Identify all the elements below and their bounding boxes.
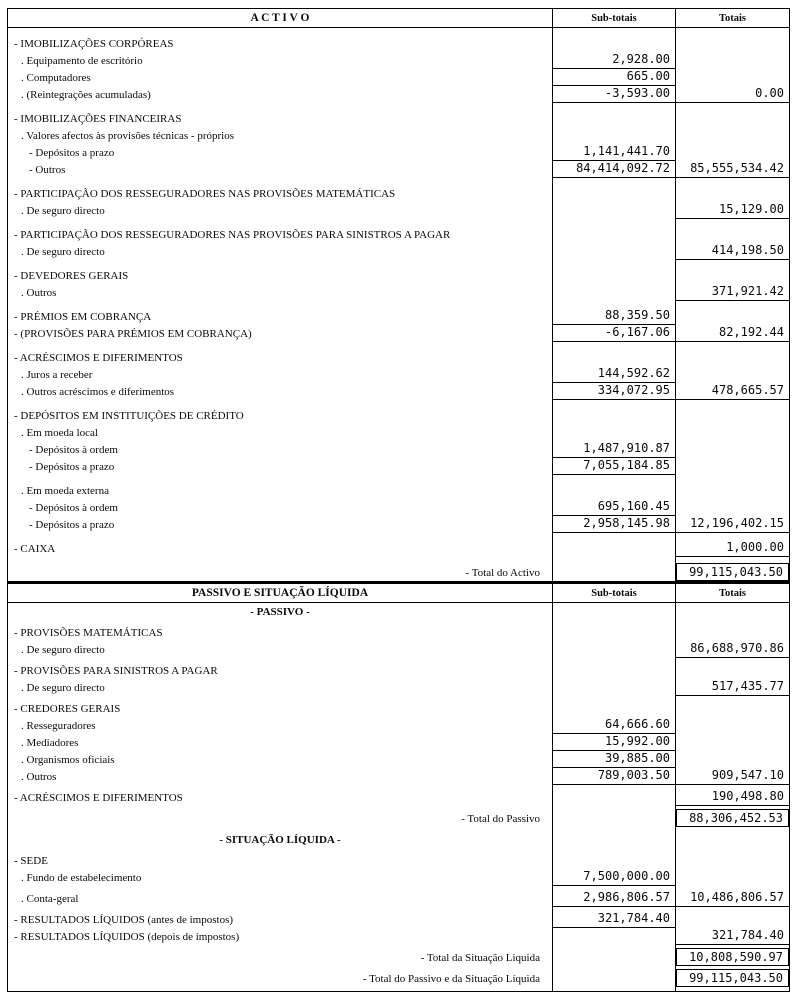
table-row xyxy=(8,734,789,751)
table-row xyxy=(8,768,789,785)
total-value xyxy=(675,52,789,69)
table-row xyxy=(8,86,789,103)
row-label: - Total da Situação Liquida xyxy=(420,952,540,964)
subtotals-column-header: Sub-totais xyxy=(552,584,675,602)
subtotal-value xyxy=(552,533,675,557)
row-label: . Conta-geral xyxy=(21,893,79,905)
subtotal-value: 84,414,092.72 xyxy=(552,161,675,178)
section-header xyxy=(8,9,789,28)
table-row xyxy=(8,103,789,127)
totals-column-header: Totais xyxy=(675,9,789,27)
total-value xyxy=(675,28,789,52)
row-label: . De seguro directo xyxy=(21,246,105,258)
table-row xyxy=(8,424,789,441)
table-row xyxy=(8,658,789,679)
total-value: 86,688,970.86 xyxy=(675,641,789,658)
row-label: - Total do Activo xyxy=(465,567,540,579)
row-label: . De seguro directo xyxy=(21,644,105,656)
total-value: 517,435.77 xyxy=(675,679,789,696)
table-row xyxy=(8,886,789,907)
row-label: - Total do Passivo xyxy=(461,813,540,825)
row-label: - Depósitos a prazo xyxy=(29,519,115,531)
row-label: - CREDORES GERAIS xyxy=(14,703,121,715)
table-row xyxy=(8,827,789,848)
table-row xyxy=(8,785,789,806)
total-value xyxy=(675,366,789,383)
subtotal-value: 789,003.50 xyxy=(552,768,675,785)
subtotals-column-header: Sub-totais xyxy=(552,9,675,27)
table-row xyxy=(8,325,789,342)
subtotal-value xyxy=(552,243,675,260)
table-row xyxy=(8,533,789,557)
row-label: - DEPÓSITOS EM INSTITUIÇÕES DE CRÉDITO xyxy=(14,410,244,422)
total-cell xyxy=(675,945,789,966)
table-row xyxy=(8,928,789,945)
subtotal-value: -6,167.06 xyxy=(552,325,675,342)
totals-column-header: Totais xyxy=(675,584,789,602)
subtotal-value: 144,592.62 xyxy=(552,366,675,383)
table-row xyxy=(8,869,789,886)
table-filler xyxy=(8,987,789,991)
total-value xyxy=(675,848,789,869)
subtotal-value: 2,986,806.57 xyxy=(552,886,675,907)
section-activo xyxy=(8,9,789,581)
row-label: - Depósitos à ordem xyxy=(29,502,118,514)
table-row xyxy=(8,458,789,475)
table-row xyxy=(8,202,789,219)
total-value xyxy=(675,827,789,848)
section-passivo xyxy=(8,581,789,987)
subtotal-value: 2,928.00 xyxy=(552,52,675,69)
table-row xyxy=(8,161,789,178)
filler-totals-cell xyxy=(675,987,789,991)
total-cell xyxy=(675,966,789,987)
subtotal-value xyxy=(552,400,675,424)
row-label: - Outros xyxy=(29,164,66,176)
subtotal-value xyxy=(552,696,675,717)
row-label: . Em moeda local xyxy=(21,427,98,439)
boxed-total-value: 10,808,590.97 xyxy=(676,948,789,966)
total-value xyxy=(675,499,789,516)
table-row xyxy=(8,127,789,144)
subtotal-value: 695,160.45 xyxy=(552,499,675,516)
total-value: 85,555,534.42 xyxy=(675,161,789,178)
row-label: - PASSIVO - xyxy=(250,606,310,618)
total-value xyxy=(675,69,789,86)
subtotal-value xyxy=(552,260,675,284)
section-title: PASSIVO E SITUAÇÃO LÍQUIDA xyxy=(191,587,369,599)
table-row xyxy=(8,178,789,202)
table-row xyxy=(8,907,789,928)
subtotal-value xyxy=(552,806,675,827)
subtotal-value xyxy=(552,603,675,620)
filler-desc-cell xyxy=(8,987,552,991)
table-row xyxy=(8,144,789,161)
subtotal-value xyxy=(552,945,675,966)
subtotal-value: 64,666.60 xyxy=(552,717,675,734)
total-value xyxy=(675,658,789,679)
subtotal-value xyxy=(552,475,675,499)
row-label: - Total do Passivo e da Situação Líquida xyxy=(362,973,540,985)
table-row xyxy=(8,696,789,717)
total-value: 414,198.50 xyxy=(675,243,789,260)
subtotal-value xyxy=(552,284,675,301)
subtotal-value: 1,487,910.87 xyxy=(552,441,675,458)
table-row xyxy=(8,28,789,52)
total-value: 15,129.00 xyxy=(675,202,789,219)
total-value xyxy=(675,458,789,475)
subtotal-value xyxy=(552,620,675,641)
table-row xyxy=(8,620,789,641)
row-label: . Equipamento de escritório xyxy=(21,55,143,67)
row-label: - RESULTADOS LÍQUIDOS (depois de impostos) xyxy=(14,931,240,943)
subtotal-value xyxy=(552,219,675,243)
total-value xyxy=(675,717,789,734)
subtotal-value xyxy=(552,557,675,581)
subtotal-value: 334,072.95 xyxy=(552,383,675,400)
subtotal-value xyxy=(552,848,675,869)
total-value: 190,498.80 xyxy=(675,785,789,806)
row-label: - PARTICIPAÇÃO DOS RESSEGURADORES NAS PROVISÕES MATEMÁTICAS xyxy=(14,188,396,200)
table-row xyxy=(8,751,789,768)
subtotal-value: 7,500,000.00 xyxy=(552,869,675,886)
total-value xyxy=(675,103,789,127)
total-value xyxy=(675,219,789,243)
total-value: 10,486,806.57 xyxy=(675,886,789,907)
table-row xyxy=(8,641,789,658)
subtotal-value xyxy=(552,966,675,987)
table-row xyxy=(8,219,789,243)
row-label: . Em moeda externa xyxy=(21,485,109,497)
row-label: - Depósitos a prazo xyxy=(29,461,115,473)
table-row xyxy=(8,679,789,696)
row-label: - ACRÉSCIMOS E DIFERIMENTOS xyxy=(14,792,183,804)
table-row xyxy=(8,441,789,458)
row-label: - ACRÉSCIMOS E DIFERIMENTOS xyxy=(14,352,183,364)
subtotal-value xyxy=(552,679,675,696)
row-label: . Fundo de estabelecimento xyxy=(21,872,142,884)
row-label: . Valores afectos às provisões técnicas - próprios xyxy=(21,130,235,142)
row-label: . Resseguradores xyxy=(21,720,96,732)
total-value xyxy=(675,907,789,928)
table-row xyxy=(8,301,789,325)
table-row xyxy=(8,516,789,533)
balance-sheet xyxy=(7,8,790,992)
subtotal-value: 665.00 xyxy=(552,69,675,86)
subtotal-value xyxy=(552,785,675,806)
row-label: - IMOBILIZAÇÕES CORPÓREAS xyxy=(14,38,174,50)
filler-subtotals-cell xyxy=(552,987,675,991)
row-label: . Organismos oficiais xyxy=(21,754,115,766)
total-value: 478,665.57 xyxy=(675,383,789,400)
total-value: 12,196,402.15 xyxy=(675,516,789,533)
section-header xyxy=(8,584,789,603)
row-label: . Outros acréscimos e diferimentos xyxy=(21,386,175,398)
row-label: . Computadores xyxy=(21,72,91,84)
row-label: . Juros a receber xyxy=(21,369,93,381)
total-value xyxy=(675,260,789,284)
table-row xyxy=(8,499,789,516)
table-row xyxy=(8,603,789,620)
row-label: - DEVEDORES GERAIS xyxy=(14,270,129,282)
row-label: - IMOBILIZAÇÕES FINANCEIRAS xyxy=(14,113,182,125)
subtotal-value: 88,359.50 xyxy=(552,301,675,325)
total-value xyxy=(675,178,789,202)
row-label: - PARTICIPAÇÃO DOS RESSEGURADORES NAS PROVISÕES PARA SINISTROS A PAGAR xyxy=(14,229,451,241)
subtotal-value xyxy=(552,127,675,144)
table-row xyxy=(8,717,789,734)
subtotal-value xyxy=(552,178,675,202)
subtotal-value xyxy=(552,827,675,848)
table-row xyxy=(8,557,789,581)
total-value xyxy=(675,424,789,441)
row-label: - CAIXA xyxy=(14,543,56,555)
subtotal-value: -3,593.00 xyxy=(552,86,675,103)
table-row xyxy=(8,366,789,383)
table-row xyxy=(8,383,789,400)
boxed-total-value: 88,306,452.53 xyxy=(676,809,789,827)
row-label: - PROVISÕES MATEMÁTICAS xyxy=(14,627,163,639)
subtotal-value xyxy=(552,928,675,945)
row-label: . (Reintegrações acumuladas) xyxy=(21,89,151,101)
subtotal-value xyxy=(552,103,675,127)
subtotal-value: 7,055,184.85 xyxy=(552,458,675,475)
total-value: 1,000.00 xyxy=(675,533,789,557)
total-value xyxy=(675,869,789,886)
row-label: - SITUAÇÃO LÍQUIDA - xyxy=(219,834,341,846)
table-row xyxy=(8,342,789,366)
balance-table xyxy=(8,9,789,987)
row-label: - Depósitos à ordem xyxy=(29,444,118,456)
total-value xyxy=(675,301,789,325)
total-value xyxy=(675,620,789,641)
total-value xyxy=(675,734,789,751)
total-value xyxy=(675,603,789,620)
total-value xyxy=(675,400,789,424)
total-value xyxy=(675,475,789,499)
subtotal-value: 15,992.00 xyxy=(552,734,675,751)
row-label: - SEDE xyxy=(14,855,48,867)
subtotal-value: 39,885.00 xyxy=(552,751,675,768)
section-title: A C T I V O xyxy=(250,12,310,24)
table-row xyxy=(8,475,789,499)
total-value xyxy=(675,144,789,161)
row-label: - RESULTADOS LÍQUIDOS (antes de impostos) xyxy=(14,914,234,926)
table-row xyxy=(8,848,789,869)
table-row xyxy=(8,284,789,301)
total-value: 82,192.44 xyxy=(675,325,789,342)
row-label: . Outros xyxy=(21,771,57,783)
total-value xyxy=(675,127,789,144)
total-cell xyxy=(675,806,789,827)
total-value xyxy=(675,441,789,458)
row-label: . Mediadores xyxy=(21,737,79,749)
row-label: - (PROVISÕES PARA PRÉMIOS EM COBRANÇA) xyxy=(14,328,252,340)
total-value xyxy=(675,696,789,717)
row-label: - PROVISÕES PARA SINISTROS A PAGAR xyxy=(14,665,218,677)
subtotal-value: 321,784.40 xyxy=(552,907,675,928)
subtotal-value xyxy=(552,202,675,219)
row-label: - Depósitos a prazo xyxy=(29,147,115,159)
table-row xyxy=(8,400,789,424)
subtotal-value xyxy=(552,342,675,366)
subtotal-value xyxy=(552,641,675,658)
total-value: 371,921.42 xyxy=(675,284,789,301)
table-row xyxy=(8,966,789,987)
total-cell xyxy=(675,557,789,581)
row-label: . Outros xyxy=(21,287,57,299)
table-row xyxy=(8,260,789,284)
table-row xyxy=(8,69,789,86)
subtotal-value: 1,141,441.70 xyxy=(552,144,675,161)
table-row xyxy=(8,52,789,69)
table-row xyxy=(8,243,789,260)
boxed-total-value: 99,115,043.50 xyxy=(676,969,789,987)
total-value xyxy=(675,751,789,768)
subtotal-value: 2,958,145.98 xyxy=(552,516,675,533)
total-value: 909,547.10 xyxy=(675,768,789,785)
boxed-total-value: 99,115,043.50 xyxy=(676,563,789,581)
table-row xyxy=(8,806,789,827)
total-value: 0.00 xyxy=(675,86,789,103)
total-value xyxy=(675,342,789,366)
row-label: . De seguro directo xyxy=(21,205,105,217)
row-label: - PRÉMIOS EM COBRANÇA xyxy=(14,311,152,323)
total-value: 321,784.40 xyxy=(675,928,789,945)
subtotal-value xyxy=(552,424,675,441)
subtotal-value xyxy=(552,28,675,52)
subtotal-value xyxy=(552,658,675,679)
table-row xyxy=(8,945,789,966)
row-label: . De seguro directo xyxy=(21,682,105,694)
